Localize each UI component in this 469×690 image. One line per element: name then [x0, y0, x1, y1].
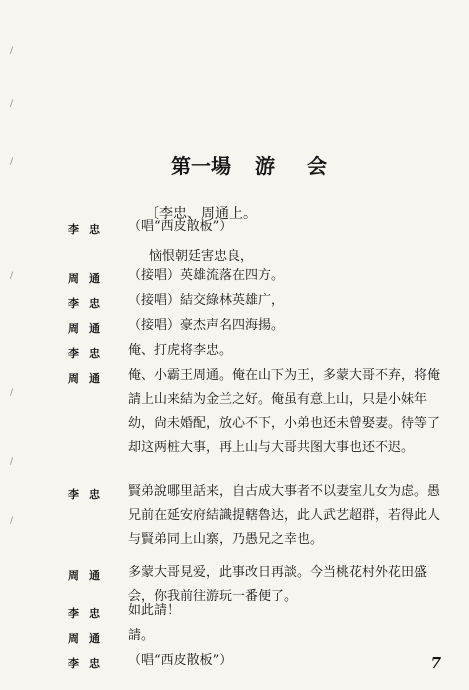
lyric-line: 恼恨朝廷害忠良， — [149, 249, 254, 264]
speaker-label: 周通 — [68, 322, 110, 335]
speaker-label: 周通 — [68, 272, 110, 285]
scene-title — [171, 150, 327, 179]
speech-text: （唱“西皮散板”） — [128, 653, 233, 668]
margin-mark: / — [10, 157, 14, 167]
margin-mark: / — [10, 99, 14, 109]
stage-direction: 〔李忠、周通上。 — [145, 206, 257, 222]
margin-mark: / — [10, 457, 14, 467]
speech-text: （唱“西皮散板”） — [128, 219, 233, 234]
speech-text: （接唱）豪杰声名四海揚。 — [128, 318, 285, 333]
speaker-label: 周通 — [68, 632, 110, 645]
speaker-label: 李忠 — [68, 297, 110, 310]
speaker-label: 李忠 — [68, 657, 110, 670]
speaker-label: 李忠 — [68, 607, 110, 620]
speaker-label: 周通 — [68, 372, 110, 385]
margin-mark: / — [10, 46, 14, 56]
speech-text: 如此請！ — [128, 603, 181, 618]
scene-title-part3: 会 — [307, 154, 327, 178]
speaker-label: 周通 — [68, 569, 110, 582]
speech-text: 俺、小霸王周通。俺在山下为王，多蒙大哥不弃，将俺請上山来結为金兰之好。俺虽有意上山，只是小妹年幼，尙未婚配，放心不下，小弟也还未曾娶妻。待等了却这两桩大事，再上山与大哥共图大事也还不迟。 — [128, 368, 441, 455]
scene-title-part2: 游 — [255, 154, 275, 178]
speech-text: 賢弟說哪里話来，自古成大事者不以妻室儿女为虑。愚兄前在延安府結識提轄魯达，此人武艺超群，若得此人与賢弟同上山寨，乃愚兄之幸也。 — [128, 484, 441, 547]
margin-mark: / — [10, 271, 14, 281]
scene-title-part1: 第一場 — [171, 154, 231, 178]
page-number: 7 — [430, 654, 441, 672]
margin-mark: / — [10, 388, 14, 398]
speech-text: （接唱）結交綠林英雄广， — [128, 293, 285, 308]
speech-text: 請。 — [128, 628, 155, 643]
speech-text: 多蒙大哥見爱，此事改日再談。今当桃花村外花田盛会，你我前往游玩一番便了。 — [128, 565, 428, 604]
speech-text: （接唱）英雄流落在四方。 — [128, 268, 285, 283]
speaker-label: 李忠 — [68, 347, 110, 360]
speaker-label: 李忠 — [68, 488, 110, 501]
speech-text: 俺、打虎将李忠。 — [128, 343, 233, 358]
speaker-label: 李忠 — [68, 223, 110, 236]
margin-mark: / — [10, 516, 14, 526]
